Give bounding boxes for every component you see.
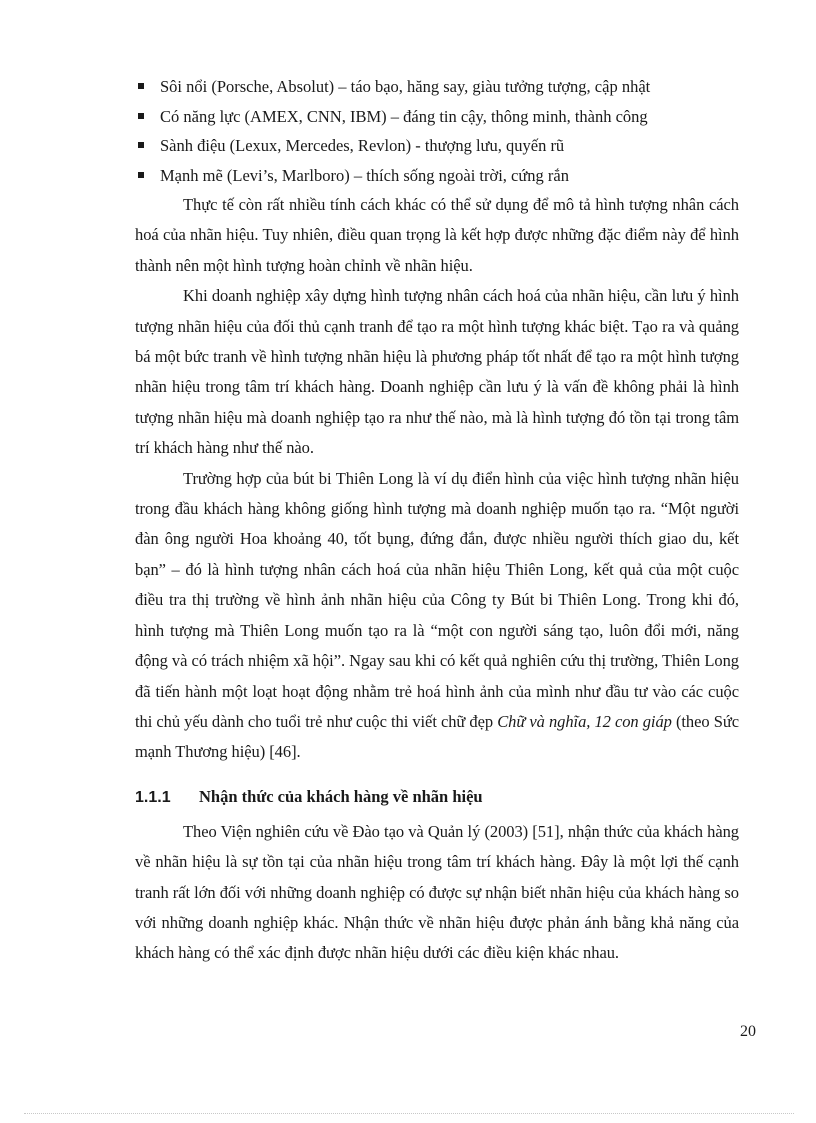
square-bullet-icon bbox=[138, 83, 144, 89]
paragraph-text: Trường hợp của bút bi Thiên Long là ví dụ điển hình của việc hình tượng nhãn hiệu trong đầu khách hàng không giống hình tượng mà doanh nghiệp muốn tạo ra. “Một người đàn ông người Hoa khoảng 40, tốt bụng, đứng đắn, được nhiều người thích giao du, kết bạn” – đó là hình tượng nhân cách hoá của nhãn hiệu Thiên Long, kết quả của một cuộc điều tra thị trường về hình ảnh nhãn hiệu của Công ty Bút bi Thiên Long. Trong khi đó, hình tượng mà Thiên Long muốn tạo ra là “một con người sáng tạo, luôn đổi mới, năng động và có trách nhiệm xã hội”. Ngay sau khi có kết quả nghiên cứu thị trường, Thiên Long đã tiến hành một loạt hoạt động nhằm trẻ hoá hình ảnh của mình như đầu tư vào các cuộc thi chủ yếu dành cho tuổi trẻ như cuộc thi viết chữ đẹp bbox=[135, 468, 739, 731]
paragraph: Theo Viện nghiên cứu về Đào tạo và Quản lý (2003) [51], nhận thức của khách hàng về nhãn hiệu là sự tồn tại của nhãn hiệu trong tâm trí khách hàng. Đây là một lợi thế cạnh tranh rất lớn đối với những doanh nghiệp có được sự nhận biết nhãn hiệu của khách hàng so với những doanh nghiệp khác. Nhận thức về nhãn hiệu được phản ánh bằng khả năng của khách hàng có thể xác định được nhãn hiệu dưới các điều kiện khác nhau. bbox=[135, 821, 739, 963]
section-heading bbox=[135, 782, 739, 813]
bullet-item bbox=[135, 161, 739, 191]
square-bullet-icon bbox=[138, 142, 144, 148]
bullet-item bbox=[135, 72, 739, 102]
page-content bbox=[135, 72, 739, 969]
section-title: Nhận thức của khách hàng về nhãn hiệu bbox=[199, 786, 483, 806]
square-bullet-icon bbox=[138, 113, 144, 119]
square-bullet-icon bbox=[138, 172, 144, 178]
paragraph: Khi doanh nghiệp xây dựng hình tượng nhân cách hoá của nhãn hiệu, cần lưu ý hình tượng nhãn hiệu của đối thủ cạnh tranh để tạo ra một hình tượng khác biệt. Tạo ra và quảng bá một bức tranh về hình tượng nhãn hiệu là phương pháp tốt nhất để tạo ra một hình tượng nhãn hiệu trong tâm trí khách hàng. Doanh nghiệp cần lưu ý là vấn đề không phải là hình tượng nhãn hiệu mà doanh nghiệp tạo ra như thế nào, mà là hình tượng đó tồn tại trong tâm trí khách hàng như thế nào. bbox=[135, 286, 739, 458]
bullet-item bbox=[135, 102, 739, 132]
bullet-text: Mạnh mẽ (Levi’s, Marlboro) – thích sống ngoài trời, cứng rắn bbox=[160, 165, 569, 185]
bullet-text: Có năng lực (AMEX, CNN, IBM) – đáng tin cậy, thông minh, thành công bbox=[160, 106, 648, 126]
section-number: 1.1.1 bbox=[135, 788, 171, 806]
italic-contest-names: Chữ và nghĩa, 12 con giáp bbox=[497, 711, 672, 731]
bullet-item bbox=[135, 131, 739, 161]
paragraph-thien-long-case bbox=[135, 464, 739, 768]
bullet-text: Sôi nổi (Porsche, Absolut) – táo bạo, hăng say, giàu tưởng tượng, cập nhật bbox=[160, 77, 651, 96]
paragraph: Thực tế còn rất nhiều tính cách khác có thể sử dụng để mô tả hình tượng nhân cách hoá của nhãn hiệu. Tuy nhiên, điều quan trọng là kết hợp được những đặc điểm này để hình thành nên một hình tượng hoàn chỉnh về nhãn hiệu. bbox=[135, 195, 739, 275]
trait-bullet-list bbox=[135, 72, 739, 190]
page-number: 20 bbox=[740, 1023, 756, 1040]
paragraph-text: (theo Sức mạnh Thương hiệu) [46]. bbox=[135, 711, 739, 762]
bullet-text: Sành điệu (Lexux, Mercedes, Revlon) - thượng lưu, quyến rũ bbox=[160, 136, 565, 155]
footer-divider bbox=[24, 1113, 794, 1114]
